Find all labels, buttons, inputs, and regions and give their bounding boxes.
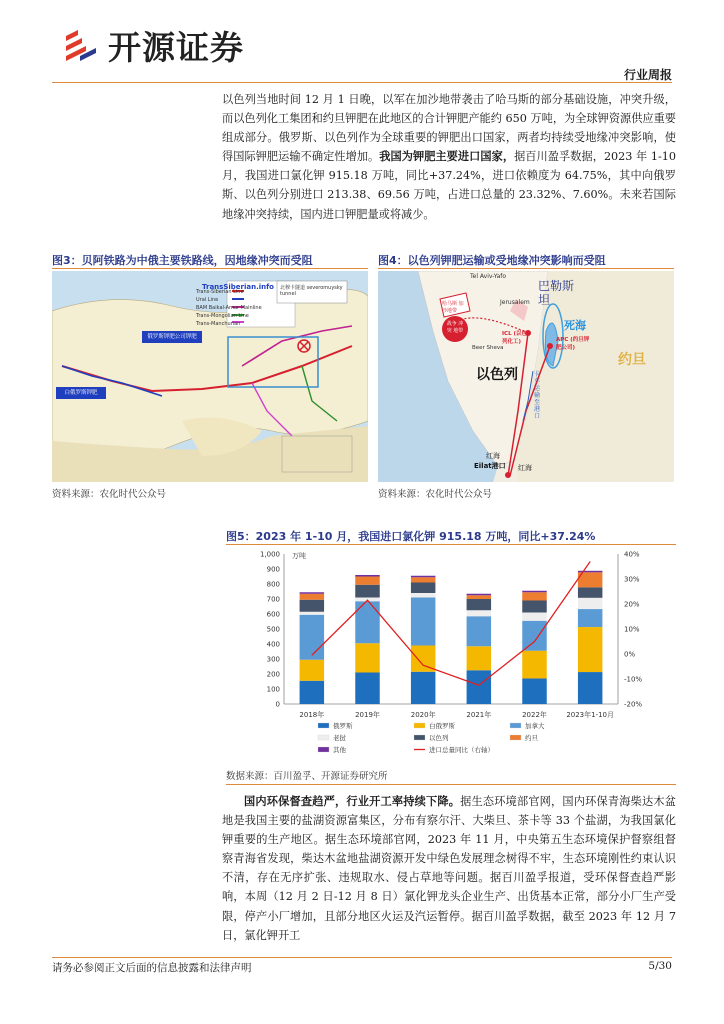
bar-segment <box>522 591 546 593</box>
bar-segment <box>578 587 602 598</box>
fig4-divider <box>378 268 674 269</box>
legend-label: 以色列 <box>429 734 449 742</box>
y2-tick-label: 30% <box>624 575 640 584</box>
x-tick-label: 2023年1-10月 <box>566 711 615 719</box>
para1-text2: 据百川盈孚数据，2023 年 1-10 月，我国进口氯化钾 915.18 万吨，同比+37.24%，进口依赖度为 64.75%，其中向俄罗斯、以色列分别进口 213.38、69.56 万吨，占进口总量的 23.32%、7.60%。未来若国际地缘冲突持续，国内进口钾肥量或将减少。 <box>222 150 676 221</box>
paragraph-2 <box>222 792 676 945</box>
legend-swatch <box>318 747 329 752</box>
y-tick-label: 700 <box>266 595 280 604</box>
bar-segment <box>522 651 546 679</box>
y-tick-label: 300 <box>266 655 280 664</box>
map-site-label: TransSiberian.info <box>202 283 274 291</box>
fig5-bottom-divider <box>226 784 676 785</box>
y2-tick-label: 10% <box>624 625 640 634</box>
fig5-title: 图5：2023 年 1-10 月，我国进口氯化钾 915.18 万吨，同比+37.24% <box>226 530 596 543</box>
company-logo <box>62 22 244 69</box>
bar-segment <box>411 598 435 646</box>
bar-segment <box>300 592 324 594</box>
label-eilat: Eilat港口 <box>474 462 506 470</box>
label-apc: APC (约旦钾肥公司) <box>556 337 590 351</box>
bar-segment <box>411 583 435 594</box>
bar-segment <box>522 613 546 621</box>
bar-segment <box>355 575 379 577</box>
fig3-source: 资料来源：农化时代公众号 <box>52 489 167 500</box>
fig3-map <box>52 271 368 482</box>
fig5-divider <box>226 544 676 545</box>
bar-segment <box>411 593 435 598</box>
legend-label: 进口总量同比（右轴） <box>429 746 494 754</box>
bar-segment <box>300 600 324 612</box>
fig4-title: 图4：以色列钾肥运输或受地缘冲突影响而受阻 <box>378 254 606 267</box>
y-tick-label: 500 <box>266 625 280 634</box>
label-jordan: 约旦 <box>618 352 646 368</box>
para2-bold: 国内环保督查趋严，行业开工率持续下降。 <box>244 794 461 808</box>
bar-segment <box>355 585 379 598</box>
page-number: 5/30 <box>648 960 672 972</box>
label-port: 红海 <box>486 452 500 460</box>
import-chart <box>226 546 676 764</box>
label-gaza: 哈马斯 加沙地带 <box>442 301 464 314</box>
bar-segment <box>578 571 602 573</box>
x-tick-label: 2019年 <box>355 711 380 719</box>
y-tick-label: 800 <box>266 580 280 589</box>
bar-segment <box>578 672 602 704</box>
legend-swatch <box>510 735 521 740</box>
bar-segment <box>300 612 324 615</box>
bar-segment <box>522 592 546 600</box>
bar-segment <box>578 609 602 627</box>
bar-segment <box>467 594 491 596</box>
y2-tick-label: -10% <box>624 675 643 684</box>
bar-segment <box>355 673 379 705</box>
fig4-map <box>378 271 674 482</box>
y-tick-label: 1,000 <box>259 550 280 559</box>
para1-text1: 以色列当地时间 12 月 1 日晚，以军在加沙地带袭击了哈马斯的部分基础设施，冲突升级，而以色列化工集团和约旦钾肥在此地区的合计钾肥产能约 650 万吨，为全球钾资源供应重要组成部分。俄罗斯、以色列作为全球重要的钾肥出口国家，两者均持续受地缘冲突影响，使得国际钾肥运输不确定性增加。 <box>222 93 676 164</box>
y2-tick-label: 0% <box>624 650 636 659</box>
legend-item: BAM Baikal-Amur Mainline <box>196 305 262 311</box>
bar-segment <box>467 616 491 646</box>
fig3-title: 图3：贝阿铁路为中俄主要铁路线，因地缘冲突而受阻 <box>52 254 313 267</box>
legend-label: 老挝 <box>333 734 346 742</box>
map-legend <box>196 288 262 328</box>
callout-belarus-potash: 白俄罗斯钾肥 <box>64 390 98 396</box>
fig3-divider <box>52 268 368 269</box>
legend-swatch <box>510 723 521 728</box>
bar-segment <box>300 681 324 704</box>
bar-segment <box>355 601 379 643</box>
label-icl: ICL (以色列化工) <box>502 331 528 345</box>
bar-segment <box>355 643 379 672</box>
brand-name: 开源证券 <box>108 28 244 67</box>
header-divider <box>52 82 672 83</box>
bar-segment <box>411 576 435 578</box>
bar-segment <box>578 627 602 672</box>
bar-segment <box>522 679 546 705</box>
legend-label: 白俄罗斯 <box>429 722 455 730</box>
label-palestine: 巴勒斯坦 <box>538 279 575 307</box>
bar-segment <box>467 610 491 616</box>
legend-swatch <box>414 723 425 728</box>
para2-text: 据生态环境部官网，国内环保青海柴达木盆地是我国主要的盐湖资源富集区，分布有察尔汗、大柴旦、茶卡等 33 个盐湖，为我国氯化钾重要的生产地区。据生态环境部官网，2023 年 11 月，中央第五生态环境保护督察组督察青海省发现，柴达木盆地盐湖资源开发中绿色发展理念树得不牢，生态环境刚性约束认识不清，存在无序扩张、违规取水、侵占草地等问题。据百川盈孚报道，受环保督查趋严影响，本周（12 月 2 日-12 月 8 日）氯化钾龙头企业生产、出货基本正常，部分小厂生产受限，停产小厂增加，且部分地区火运及汽运暂停。据百川盈孚数据，截至 2023 年 12 月 7 日，氯化钾开工 <box>222 795 676 942</box>
x-tick-label: 2020年 <box>410 711 436 719</box>
y2-tick-label: 40% <box>624 550 640 559</box>
y-tick-label: 100 <box>266 685 280 694</box>
label-tel-aviv: Tel Aviv-Yafo <box>470 273 507 280</box>
label-port2: 红海 <box>518 464 532 472</box>
y2-tick-label: -20% <box>624 700 643 709</box>
bar-segment <box>411 672 435 704</box>
label-road: 卡车运输至港口 <box>534 371 541 420</box>
legend-item: Ural Line <box>196 297 219 303</box>
bar-segment <box>522 621 546 651</box>
x-tick-label: 2022年 <box>522 711 547 719</box>
y-tick-label: 600 <box>266 610 280 619</box>
x-tick-label: 2018年 <box>299 711 325 719</box>
bar-segment <box>578 598 602 609</box>
callout-tunnel: 北穆卡隧道 severomuysky tunnel <box>280 285 343 297</box>
label-dead-sea: 死海 <box>564 319 586 332</box>
bar-segment <box>355 577 379 585</box>
x-tick-label: 2021年 <box>466 711 492 719</box>
footer-divider <box>52 957 672 958</box>
logo-icon <box>62 26 102 66</box>
y2-tick-label: 20% <box>624 600 640 609</box>
label-jerusalem: Jerusalem <box>500 299 530 306</box>
bar-segment <box>467 670 491 704</box>
legend-swatch <box>414 735 425 740</box>
legend-item: Trans-Siberian Line <box>196 289 244 295</box>
para1-bold: 我国为钾肥主要进口国家， <box>379 149 515 164</box>
legend-item: Trans-Manchurian <box>196 321 241 327</box>
bar-segment <box>467 595 491 599</box>
bar-segment <box>467 599 491 610</box>
yoy-line <box>312 562 590 686</box>
legend-label: 约旦 <box>525 734 538 742</box>
legend-label: 其他 <box>333 746 346 754</box>
y-tick-label: 200 <box>266 670 280 679</box>
label-israel: 以色列 <box>476 367 518 383</box>
report-type: 行业周报 <box>623 68 672 82</box>
bar-segment <box>300 594 324 600</box>
legend-label: 加拿大 <box>525 722 545 730</box>
footer-disclaimer: 请务必参阅正文后面的信息披露和法律声明 <box>52 962 252 974</box>
label-beer-sheva: Beer Sheva <box>472 345 504 351</box>
legend-swatch <box>318 735 329 740</box>
bar-segment <box>300 615 324 660</box>
fig4-source: 资料来源：农化时代公众号 <box>378 489 493 500</box>
fig5-source: 数据来源：百川盈孚、开源证券研究所 <box>226 771 388 782</box>
legend-label: 俄罗斯 <box>333 722 353 730</box>
y-tick-label: 900 <box>266 565 280 574</box>
paragraph-1 <box>222 90 676 224</box>
bar-segment <box>411 577 435 582</box>
legend-swatch <box>318 723 329 728</box>
bar-segment <box>300 660 324 681</box>
callout-russia-potash: 俄罗斯钾肥公司钾肥 <box>147 334 197 340</box>
y-axis-label: 万吨 <box>292 552 306 560</box>
legend-item: Trans-Mongolian Line <box>196 313 249 319</box>
label-conflict: 战争 冲突 地带 <box>446 321 464 334</box>
bar-segment <box>467 646 491 670</box>
y-tick-label: 0 <box>275 700 280 709</box>
bar-segment <box>522 601 546 613</box>
y-tick-label: 400 <box>266 640 280 649</box>
